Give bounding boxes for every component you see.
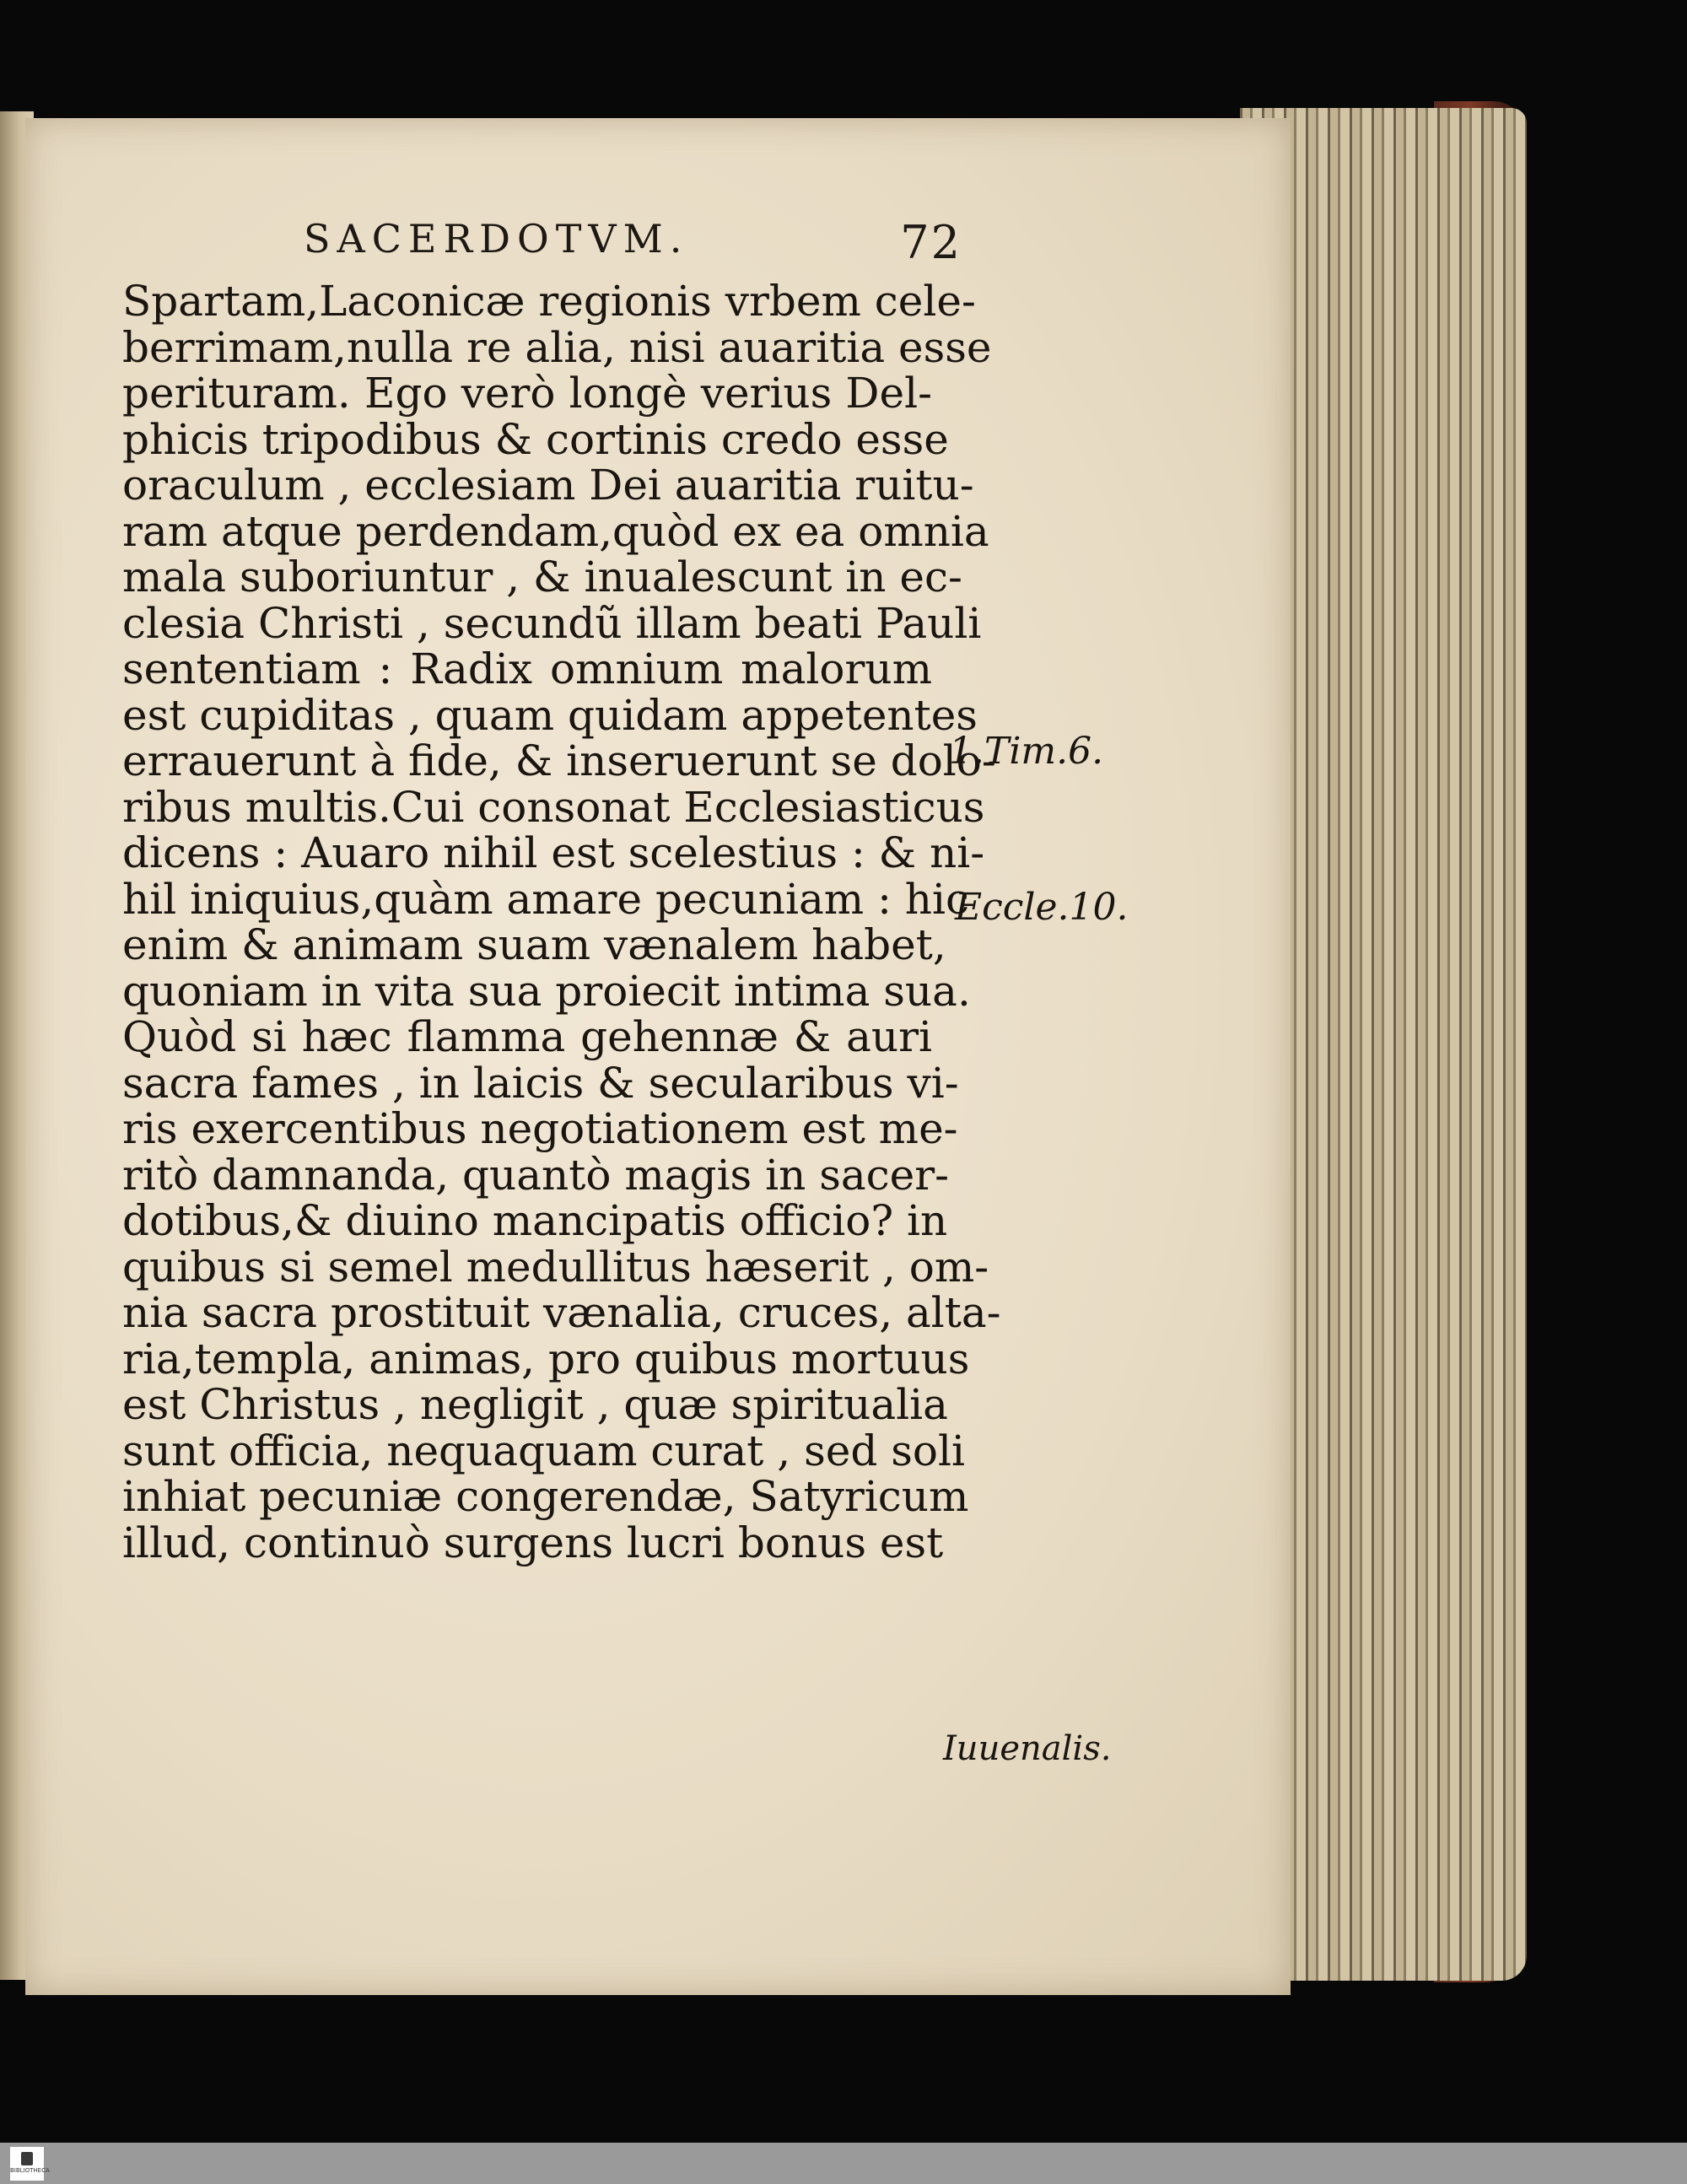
text-line: hil iniquius,quàm amare pecuniam : hic	[122, 874, 970, 924]
text-line: enim & animam suam vænalem habet,	[122, 920, 946, 969]
text-line: berrimam,nulla re alia, nisi auaritia esse	[122, 322, 992, 372]
text-line: est Christus , negligit , quæ spiritualia	[122, 1380, 948, 1429]
text-line: phicis tripodibus & cortinis credo esse	[122, 414, 949, 464]
page-header	[304, 216, 962, 275]
text-line: ria,templa, animas, pro quibus mortuus	[122, 1334, 970, 1383]
text-line: mala suboriuntur , & inualescunt in ec-	[122, 553, 962, 601]
text-line: dotibus,& diuino mancipatis officio? in	[122, 1196, 948, 1245]
library-logo-icon	[10, 2147, 50, 2181]
text-line: ris exercentibus negotiationem est me-	[122, 1104, 958, 1153]
text-line: quoniam in vita sua proiecit intima sua.	[122, 966, 971, 1016]
text-line: ribus multis.Cui consonat Ecclesiasticus	[122, 782, 985, 832]
text-line: est cupiditas , quam quidam appetentes	[122, 690, 978, 740]
text-line: nia sacra prostituit vænalia, cruces, alta-	[122, 1288, 1001, 1337]
running-title: SACERDOTVM.	[304, 216, 689, 262]
text-line: dicens : Auaro nihil est scelestius : & ni-	[122, 828, 985, 877]
text-line: Quòd si hæc flamma gehennæ & auri	[122, 1012, 932, 1061]
text-line: quibus si semel medullitus hæserit , om-	[122, 1242, 989, 1292]
text-line: errauerunt à fide, & inseruerunt se dolo-	[122, 736, 996, 785]
marginal-note-eccle: Eccle.10.	[955, 886, 1129, 929]
text-line: sententiam : Radix omnium malorum	[122, 644, 932, 693]
text-line: clesia Christi , secundũ illam beati Pauli	[122, 598, 982, 648]
text-line: perituram. Ego verò longè verius Del-	[122, 369, 932, 418]
text-line: illud, continuò surgens lucri bonus est	[122, 1518, 944, 1567]
text-line: ritò damnanda, quantò magis in sacer-	[122, 1150, 950, 1200]
logo-text: BIBLIOTHECA	[10, 2167, 50, 2174]
marginal-note-tim: 1.Tim.6.	[949, 730, 1104, 773]
page-number: 72	[900, 216, 962, 269]
text-line: oraculum , ecclesiam Dei auaritia ruitu-	[122, 461, 974, 510]
viewer-footer-bar	[0, 2143, 1687, 2184]
text-line: sacra fames , in laicis & secularibus vi-	[122, 1058, 959, 1108]
marginal-note-iuuenalis: Iuuenalis.	[943, 1729, 1112, 1768]
text-line: sunt officia, nequaquam curat , sed soli	[122, 1426, 965, 1475]
text-line: ram atque perdendam,quòd ex ea omnia	[122, 506, 989, 556]
text-line: inhiat pecuniæ congerendæ, Satyricum	[122, 1472, 969, 1521]
text-line: Spartam,Laconicæ regionis vrbem cele-	[122, 277, 976, 326]
body-text	[122, 277, 1001, 1567]
